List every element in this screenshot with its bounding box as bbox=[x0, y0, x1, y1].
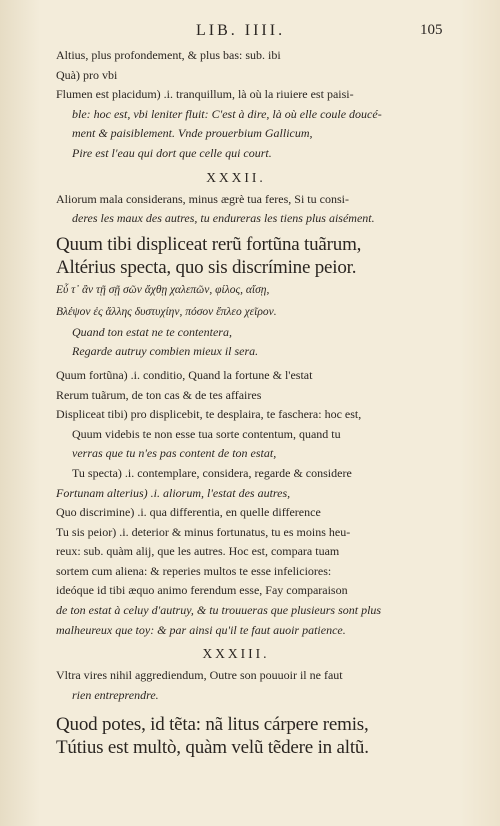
commentary-block-c bbox=[56, 366, 406, 640]
running-head bbox=[0, 22, 500, 44]
commentary-line: Quum videbis te non esse tua sorte contentum, quand tu bbox=[72, 426, 341, 441]
commentary-line: verras que tu n'es pas content de ton estat, bbox=[72, 446, 277, 461]
commentary-block-a bbox=[56, 46, 406, 164]
commentary-line: sortem cum aliena: & reperies multos te esse infeliciores: bbox=[56, 563, 332, 578]
book-section-title: LIB. IIII. bbox=[196, 22, 286, 39]
latin-verse-32 bbox=[56, 233, 406, 279]
page-number: 105 bbox=[420, 22, 443, 38]
commentary-line: Displiceat tibi) pro displicebit, te desplaira, te faschera: hoc est, bbox=[56, 407, 362, 422]
commentary-line: Quo discrimine) .i. qua differentia, en quelle difference bbox=[56, 505, 321, 520]
commentary-line: de ton estat à celuy d'autruy, & tu trouueras que plusieurs sont plus bbox=[56, 603, 382, 618]
commentary-line: ble: hoc est, vbi leniter fluit: C'est à dire, là où elle coule doucé- bbox=[72, 106, 382, 121]
maxim-block-32 bbox=[56, 190, 406, 229]
commentary-line: Tu sis peior) .i. deterior & minus fortunatus, tu es moins heu- bbox=[56, 524, 351, 539]
maxim-block-33 bbox=[56, 666, 406, 705]
greek-line: Εὖ τ᾽ ἂν τῇ σῇ σῶν ἄχθῃ χαλεπῶν, φίλος, αἴσῃ, bbox=[56, 283, 270, 296]
verse-line: Quod potes, id tẽta: nã litus cárpere remis, bbox=[56, 714, 369, 736]
verse-line: Quum tibi displiceat rerũ fortũna tuãrum, bbox=[56, 233, 362, 255]
french-verse-line: Quand ton estat ne te contentera, bbox=[72, 324, 232, 339]
commentary-line: Fortunam alterius) .i. aliorum, l'estat des autres, bbox=[56, 485, 291, 500]
commentary-line: Altius, plus profondement, & plus bas: sub. ibi bbox=[56, 48, 281, 62]
greek-verse-32 bbox=[56, 279, 406, 323]
section-heading-33: XXXIII. bbox=[202, 646, 270, 662]
maxim-line: Aliorum mala considerans, minus ægrè tua feres, Si tu consi- bbox=[56, 191, 349, 206]
greek-line: Βλέψον ἐς ἄλλης δυστυχίην, πόσον ἔπλεο χεῖρον. bbox=[56, 305, 277, 318]
maxim-line: deres les maux des autres, tu endureras les tiens plus aisément. bbox=[72, 211, 375, 226]
proverb-line: Pire est l'eau qui dort que celle qui court. bbox=[72, 145, 272, 160]
french-verse-line: Regarde autruy combien mieux il sera. bbox=[72, 344, 259, 359]
commentary-line: malheureux que toy: & par ainsi qu'il te faut auoir patience. bbox=[56, 622, 346, 637]
french-verse-32 bbox=[56, 323, 406, 362]
commentary-line: Flumen est placidum) .i. tranquillum, là où la riuiere est paisi- bbox=[56, 87, 354, 102]
commentary-line: reux: sub. quàm alij, que les autres. Hoc est, compara tuam bbox=[56, 544, 340, 559]
commentary-line: ideóque id tibi æquo animo ferendum esse, Fay comparaison bbox=[56, 583, 348, 598]
latin-verse-33 bbox=[56, 713, 406, 759]
commentary-line: Quum fortũna) .i. conditio, Quand la fortune & l'estat bbox=[56, 367, 313, 382]
maxim-line: Vltra vires nihil aggrediendum, Outre son pouuoir il ne faut bbox=[56, 668, 343, 683]
commentary-line: Tu specta) .i. contemplare, considera, regarde & considere bbox=[72, 465, 352, 480]
maxim-line: rien entreprendre. bbox=[72, 687, 159, 702]
commentary-line: Rerum tuãrum, de ton cas & de tes affaires bbox=[56, 387, 262, 402]
page-body bbox=[56, 46, 406, 759]
verse-line: Tútius est multò, quàm velũ tẽdere in altũ. bbox=[56, 737, 369, 759]
commentary-line: ment & paisiblement. Vnde prouerbium Gallicum, bbox=[72, 126, 313, 141]
commentary-line: Quà) pro vbi bbox=[56, 67, 118, 82]
section-heading-32: XXXII. bbox=[206, 169, 266, 185]
verse-line: Altérius specta, quo sis discrímine peior. bbox=[56, 256, 357, 278]
